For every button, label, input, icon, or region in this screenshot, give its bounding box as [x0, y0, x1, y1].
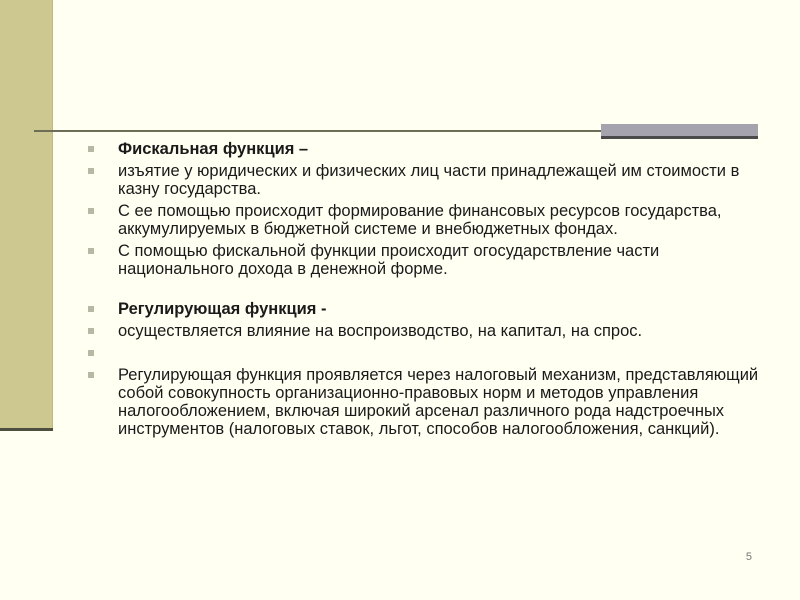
bullet-item-fiscal-resources [88, 202, 768, 238]
bullet-item-regulatory-heading [88, 300, 768, 318]
square-bullet-icon [88, 146, 94, 152]
bullet-item-fiscal-heading [88, 140, 768, 158]
left-bar-shadow [0, 428, 53, 431]
bullet-item-fiscal-definition [88, 162, 768, 198]
bullet-item-regulatory-influence [88, 322, 768, 340]
bullet-text: С ее помощью происходит формирование финансовых ресурсов государства, аккумулируемых в бюджетной системе и внебюджетных фондах. [118, 202, 722, 238]
bullet-text [118, 344, 123, 362]
bullet-text: осуществляется влияние на воспроизводство, на капитал, на спрос. [118, 322, 643, 340]
square-bullet-icon [88, 168, 94, 174]
bullet-item-fiscal-nationalization [88, 242, 768, 278]
bullet-text: изъятие у юридических и физических лиц части принадлежащей им стоимости в казну государства. [118, 162, 740, 198]
bullet-item-regulatory-mechanism [88, 366, 768, 438]
bullet-text: Регулирующая функция проявляется через налоговый механизм, представляющий собой совокупность организационно-правовых норм и методов управления налогообложением, включая широкий арсенал различного рода надстроечных инструментов (налоговых ставок, льгот, способов налогообложения, санкций). [118, 366, 759, 438]
title-divider-block [601, 124, 758, 136]
bullet-text: Регулирующая функция - [118, 300, 327, 318]
title-divider-line [34, 130, 601, 132]
spacer [88, 282, 768, 300]
square-bullet-icon [88, 208, 94, 214]
bullet-text: С помощью фискальной функции происходит огосударствление части национального дохода в денежной форме. [118, 242, 660, 278]
left-decorative-bar [0, 0, 53, 428]
slide-page-number: 5 [745, 551, 752, 563]
square-bullet-icon [88, 350, 94, 356]
bullet-item-empty [88, 344, 768, 362]
square-bullet-icon [88, 248, 94, 254]
title-divider-block-shadow [601, 136, 758, 139]
slide-content [88, 140, 768, 442]
bullet-text: Фискальная функция – [118, 140, 309, 158]
square-bullet-icon [88, 306, 94, 312]
square-bullet-icon [88, 372, 94, 378]
square-bullet-icon [88, 328, 94, 334]
